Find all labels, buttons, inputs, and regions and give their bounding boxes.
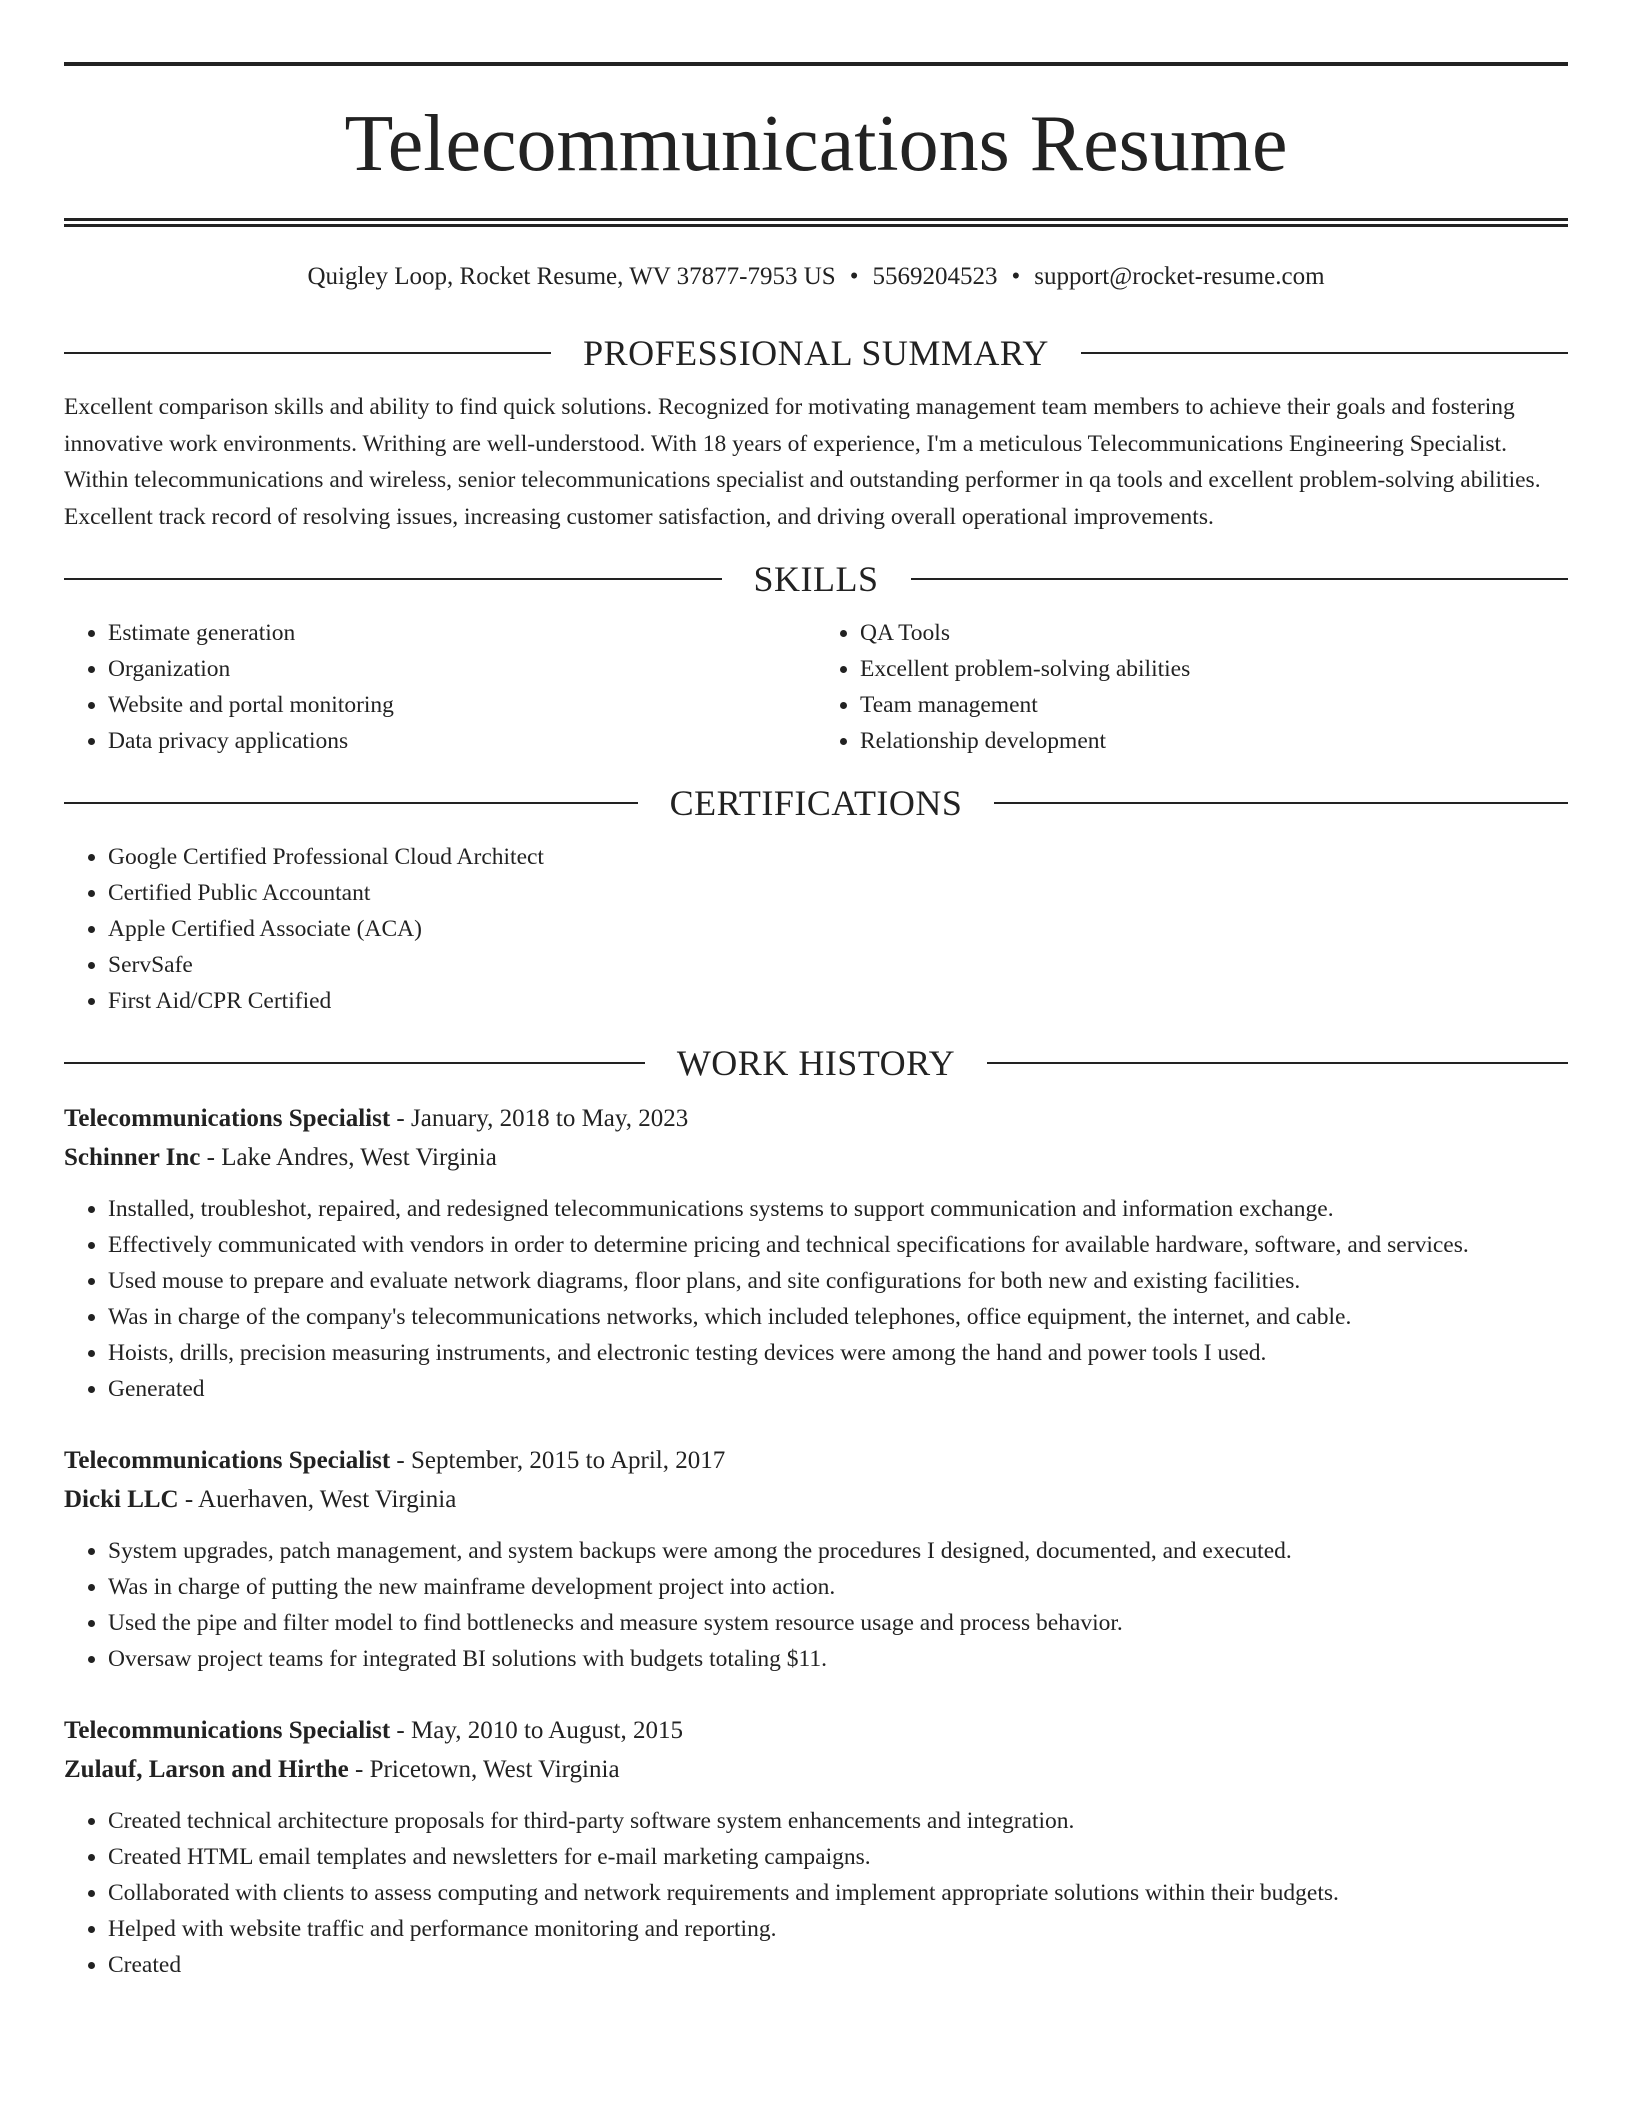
certification-item: • ServSafe xyxy=(108,947,1568,983)
job-bullet: • Created HTML email templates and newsletters for e-mail marketing campaigns. xyxy=(108,1839,1568,1875)
skill-item: • QA Tools xyxy=(860,615,1568,651)
job-title-line xyxy=(64,1099,1568,1138)
job-bullets xyxy=(64,1533,1568,1677)
job-company-line xyxy=(64,1750,1568,1789)
job-bullet: • Oversaw project teams for integrated BI solutions with budgets totaling $11. xyxy=(108,1641,1568,1677)
job-company-line xyxy=(64,1138,1568,1177)
certification-item: • Google Certified Professional Cloud Architect xyxy=(108,839,1568,875)
section-heading-summary xyxy=(64,331,1568,375)
job-bullets xyxy=(64,1803,1568,1983)
job-bullets xyxy=(64,1191,1568,1407)
job-bullet: • Created xyxy=(108,1947,1568,1983)
job-company: Schinner Inc xyxy=(64,1144,201,1171)
skill-item: • Relationship development xyxy=(860,723,1568,759)
heading-rule xyxy=(987,1062,1568,1064)
section-title: CERTIFICATIONS xyxy=(669,783,963,823)
contact-email: support@rocket-resume.com xyxy=(1034,263,1325,290)
contact-line xyxy=(64,261,1568,293)
job-bullet: • Hoists, drills, precision measuring instruments, and electronic testing devices were among the hand and power tools I used. xyxy=(108,1335,1568,1371)
heading-rule xyxy=(64,578,722,580)
skill-item: • Excellent problem-solving abilities xyxy=(860,651,1568,687)
contact-separator: • xyxy=(849,263,859,290)
job-company-line xyxy=(64,1480,1568,1519)
job-company: Zulauf, Larson and Hirthe xyxy=(64,1756,349,1783)
job-bullet: • Was in charge of putting the new mainframe development project into action. xyxy=(108,1569,1568,1605)
heading-rule xyxy=(64,802,638,804)
skill-item: • Team management xyxy=(860,687,1568,723)
job-bullet: • Used mouse to prepare and evaluate network diagrams, floor plans, and site configurations for both new and existing facilities. xyxy=(108,1263,1568,1299)
heading-rule xyxy=(64,1062,645,1064)
job-bullet: • Effectively communicated with vendors in order to determine pricing and technical specifications for available hardware, software, and services. xyxy=(108,1227,1568,1263)
skills-list xyxy=(64,615,1568,759)
section-title: WORK HISTORY xyxy=(676,1043,956,1083)
heading-rule xyxy=(64,352,551,354)
heading-rule xyxy=(911,578,1569,580)
job-entry xyxy=(64,1711,1568,1983)
job-bullet: • System upgrades, patch management, and system backups were among the procedures I designed, documented, and executed. xyxy=(108,1533,1568,1569)
job-dates: - January, 2018 to May, 2023 xyxy=(390,1105,689,1132)
contact-phone: 5569204523 xyxy=(872,263,998,290)
skills-column-right xyxy=(816,615,1568,759)
section-title: PROFESSIONAL SUMMARY xyxy=(583,333,1049,373)
contact-separator: • xyxy=(1011,263,1021,290)
job-title-line xyxy=(64,1441,1568,1480)
certification-item: • First Aid/CPR Certified xyxy=(108,983,1568,1019)
job-title: Telecommunications Specialist xyxy=(64,1717,391,1744)
skill-item: • Website and portal monitoring xyxy=(108,687,816,723)
title-double-rule xyxy=(64,218,1568,227)
skill-item: • Organization xyxy=(108,651,816,687)
certifications-list xyxy=(64,839,1568,1019)
job-bullet: • Was in charge of the company's telecommunications networks, which included telephones, office equipment, the internet, and cable. xyxy=(108,1299,1568,1335)
job-bullet: • Helped with website traffic and performance monitoring and reporting. xyxy=(108,1911,1568,1947)
resume-title: Telecommunications Resume xyxy=(344,100,1288,188)
top-rule xyxy=(64,62,1568,66)
job-company: Dicki LLC xyxy=(64,1486,179,1513)
job-location: - Pricetown, West Virginia xyxy=(348,1756,620,1783)
section-title: SKILLS xyxy=(753,559,879,599)
heading-rule xyxy=(994,802,1568,804)
certification-item: • Apple Certified Associate (ACA) xyxy=(108,911,1568,947)
job-dates: - September, 2015 to April, 2017 xyxy=(390,1447,726,1474)
section-heading-skills xyxy=(64,557,1568,601)
certification-item: • Certified Public Accountant xyxy=(108,875,1568,911)
contact-address: Quigley Loop, Rocket Resume, WV 37877-7953 US xyxy=(307,263,836,290)
skill-item: • Estimate generation xyxy=(108,615,816,651)
job-title: Telecommunications Specialist xyxy=(64,1447,391,1474)
section-heading-work-history xyxy=(64,1041,1568,1085)
job-bullet: • Used the pipe and filter model to find bottlenecks and measure system resource usage and process behavior. xyxy=(108,1605,1568,1641)
job-location: - Auerhaven, West Virginia xyxy=(178,1486,457,1513)
summary-text: Excellent comparison skills and ability to find quick solutions. Recognized for motivating management team members to achieve their goals and fostering innovative work environments. Writhing are well-understood. With 18 years of experience, I'm a meticulous Telecommunications Engineering Specialist. Within telecommunications and wireless, senior telecommunications specialist and outstanding performer in qa tools and excellent problem-solving abilities. Excellent track record of resolving issues, increasing customer satisfaction, and driving overall operational improvements. xyxy=(64,394,1541,530)
job-bullet: • Generated xyxy=(108,1371,1568,1407)
job-dates: - May, 2010 to August, 2015 xyxy=(390,1717,683,1744)
job-title-line xyxy=(64,1711,1568,1750)
job-title: Telecommunications Specialist xyxy=(64,1105,391,1132)
skill-item: • Data privacy applications xyxy=(108,723,816,759)
job-entry xyxy=(64,1441,1568,1677)
section-heading-certifications xyxy=(64,781,1568,825)
job-bullet: • Collaborated with clients to assess computing and network requirements and implement appropriate solutions within their budgets. xyxy=(108,1875,1568,1911)
job-entry xyxy=(64,1099,1568,1407)
job-bullet: • Created technical architecture proposals for third-party software system enhancements and integration. xyxy=(108,1803,1568,1839)
job-location: - Lake Andres, West Virginia xyxy=(200,1144,497,1171)
job-bullet: • Installed, troubleshot, repaired, and redesigned telecommunications systems to support communication and information exchange. xyxy=(108,1191,1568,1227)
heading-rule xyxy=(1081,352,1568,354)
skills-column-left xyxy=(64,615,816,759)
